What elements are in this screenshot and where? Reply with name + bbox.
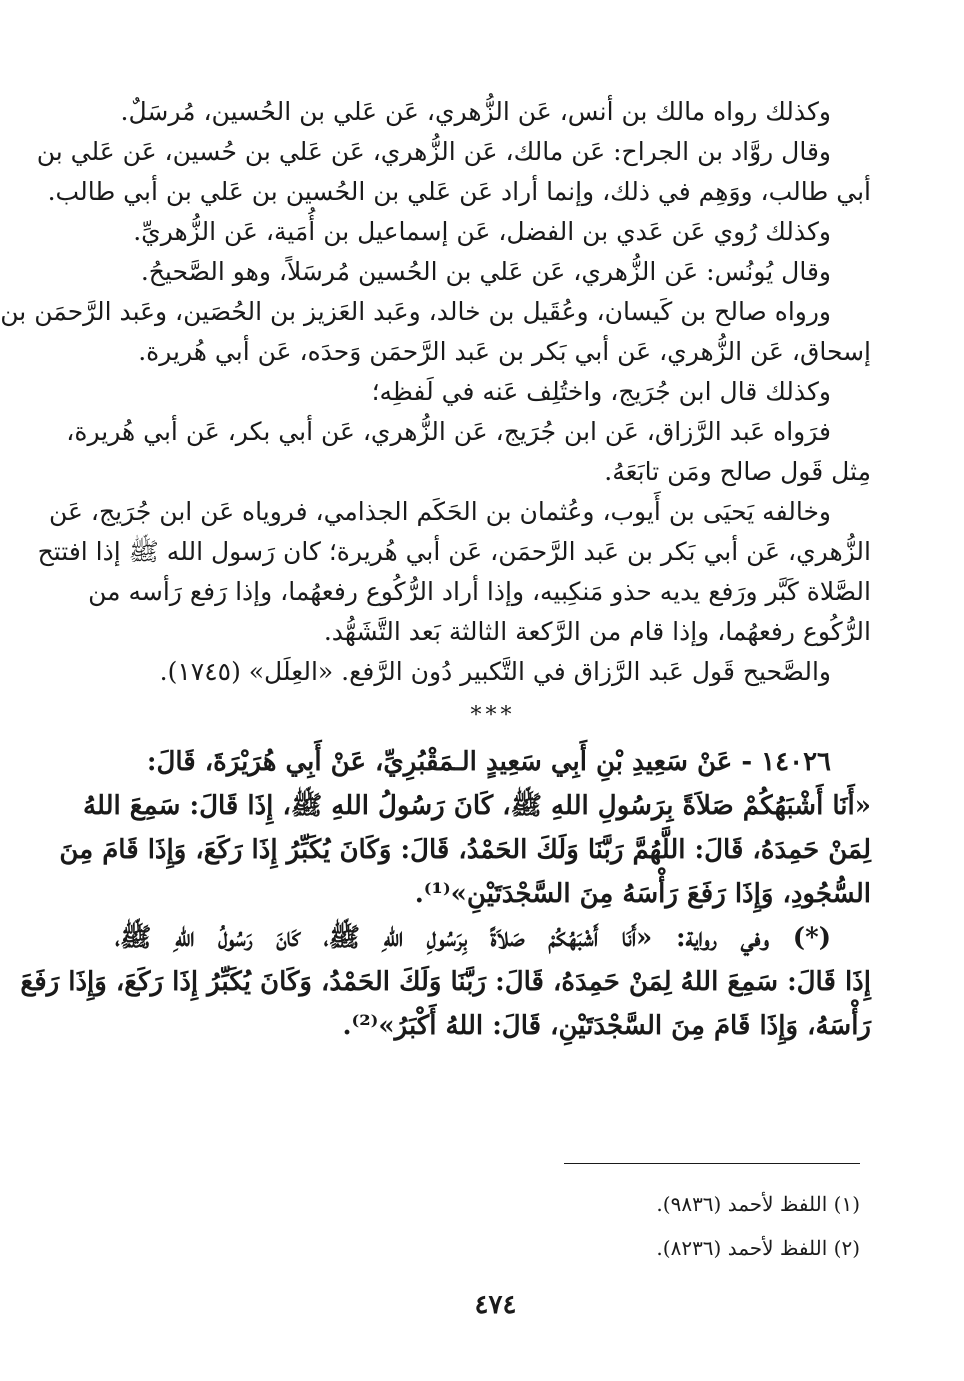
text-line: لِمَنْ حَمِدَهُ، قَالَ: اللَّهُمَّ رَبَّنَا وَلَكَ الحَمْدُ، قَالَ: وَكَانَ يُكَبِّرُ إِذَا رَكَعَ، وَإِذَا قَامَ مِنَ xyxy=(59,835,871,865)
text-line: فرَواه عَبد الرَّزاق، عَن ابن جُرَيج، عَن الزُّهري، عَن أبي بكر، عَن أبي هُريرة، xyxy=(66,417,831,446)
main-text xyxy=(0,92,871,1048)
page-number: ٤٧٤ xyxy=(474,1290,517,1320)
text-line: وكذلك رواه مالك بن أنس، عَن الزُّهري، عَن عَلي بن الحُسين، مُرسَلٌ. xyxy=(120,97,831,126)
text-line: الزُّهري، عَن أبي بَكر بن عَبد الرَّحمَن، عَن أبي هُريرة؛ كان رَسول الله ﷺ إذا افتتح xyxy=(37,537,871,566)
text-line: والصَّحيح قَول عَبد الرَّزاق في التَّكبير دُون الرَّفع. «العِلَل» (١٧٤٥). xyxy=(159,657,831,686)
hadith-block xyxy=(20,740,871,1048)
footnotes xyxy=(260,1182,860,1270)
text-line: ورواه صالح بن كَيسان، وعُقَيل بن خالد، وعَبد العَزيز بن الحُصَين، وعَبد الرَّحمَن بن xyxy=(0,297,831,326)
text-line: الرُّكُوع رفعهُما، وإذا قام من الرَّكعة الثالثة بَعد التَّشَهُّد. xyxy=(323,617,871,646)
text-line: ١٤٠٢٦ - عَنْ سَعِيدِ بْنِ أَبِي سَعِيدٍ الـمَقْبُرِيِّ، عَنْ أَبِي هُرَيْرَةَ، قَالَ: xyxy=(146,747,831,777)
text-line: وكذلك قال ابن جُرَيج، واختُلِف عَنه في لَفظِه؛ xyxy=(371,377,831,406)
text-line: مِثل قَول صالح ومَن تابَعَهُ. xyxy=(604,457,871,486)
footnote-divider xyxy=(564,1163,860,1164)
text-line: أبي طالب، ووَهِم في ذلك، وإنما أراد عَن عَلي بن الحُسين بن عَلي بن أبي طالب. xyxy=(47,177,871,206)
text-line: رَأْسَهُ، وَإِذَا قَامَ مِنَ السَّجْدَتَيْنِ، قَالَ: اللهُ أَكْبَرُ»⁽²⁾. xyxy=(342,1011,871,1041)
text-line: وخالفه يَحيَى بن أَيوب، وعُثمان بن الحَكَم الجذامي، فروياه عَن ابن جُرَيج، عَن xyxy=(49,497,831,526)
text-line: وكذلك رُوي عَن عَدي بن الفضل، عَن إسماعيل بن أُمَية، عَن الزُّهريِّ. xyxy=(133,217,831,246)
text-line: وقال يُونُس: عَن الزُّهري، عَن عَلي بن الحُسين مُرسَلاً، وهو الصَّحيحُ. xyxy=(140,257,831,286)
commentary-block xyxy=(0,92,871,692)
text-line: إِذَا قَالَ: سَمِعَ اللهُ لِمَنْ حَمِدَهُ، قَالَ: رَبَّنَا وَلَكَ الحَمْدُ، وَكَانَ يُكَبِّرُ إِذَا رَكَعَ، وَإِذَا رَفَعَ xyxy=(20,967,871,997)
text-line: الصَّلاة كَبَّر ورَفع يديه حذو مَنكِبيه، وإذا أراد الرُّكُوع رفعهُما، وإذا رَفع رَأسه من xyxy=(88,577,871,606)
text-line: السُّجُودِ، وَإِذَا رَفَعَ رَأْسَهُ مِنَ السَّجْدَتَيْنِ»⁽¹⁾. xyxy=(414,879,871,909)
text-line: (*) وفي رواية: «أَنَا أَشْبَهُكُمْ صَلاَةً بِرَسُولِ اللهِ ﷺ، كَانَ رَسُولُ اللهِ ﷺ، xyxy=(115,923,831,953)
text-line: إسحاق، عَن الزُّهري، عَن أبي بَكر بن عَبد الرَّحمَن وَحدَه، عَن أبي هُريرة. xyxy=(138,337,871,366)
text-line: وقال روَّاد بن الجراح: عَن مالك، عَن الزُّهري، عَن عَلي بن حُسين، عَن عَلي بن xyxy=(36,137,831,166)
section-separator: *** xyxy=(470,703,516,728)
text-line: «أَنَا أَشْبَهُكُمْ صَلاَةً بِرَسُولِ اللهِ ﷺ، كَانَ رَسُولُ اللهِ ﷺ، إِذَا قَالَ: سَمِعَ اللهُ xyxy=(83,791,871,821)
footnote-2: (٢) اللفظ لأحمد (٨٢٣٦). xyxy=(656,1236,860,1260)
footnote-1: (١) اللفظ لأحمد (٩٨٣٦). xyxy=(656,1192,860,1216)
